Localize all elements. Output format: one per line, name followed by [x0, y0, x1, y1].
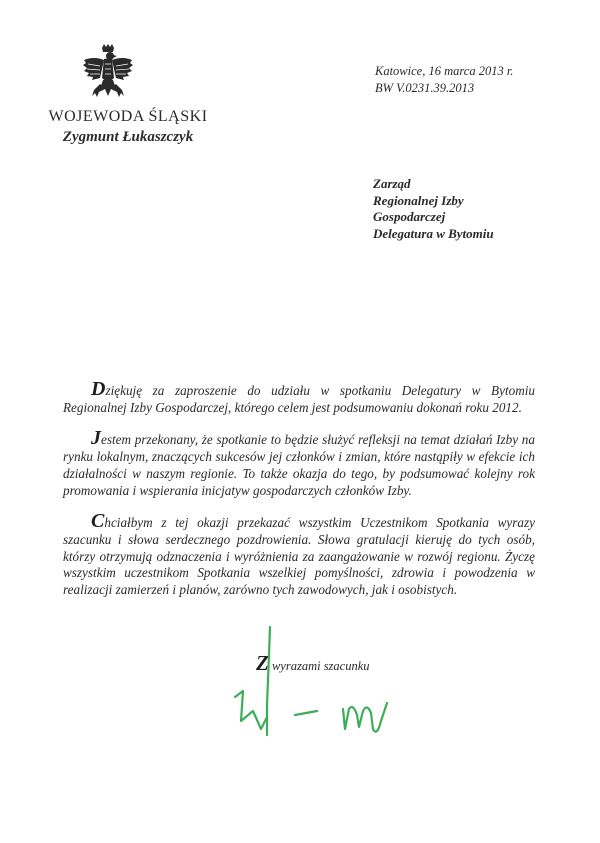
paragraph-text: estem przekonany, że spotkanie to będzie służyć refleksji na temat działań Izby na rynku lokalnym, znaczących sukcesów jej członków i zmian, które nastąpiły w efekcie ich działalności w naszym regionie. To także okazja do tego, by podsumować kolejny rok promowania i wspierania inicjatyw gospodarczych członków Izby. [63, 432, 535, 498]
paragraph-text: hciałbym z tej okazji przekazać wszystkim Uczestnikom Spotkania wyrazy szacunku i słowa serdecznego pozdrowienia. Słowa gratulacji kieruję do tych osób, którzy otrzymują odznaczenia i wyróżnienia za zaangażowanie w rozwój regionu. Życzę wszystkim uczestnikom Spotkania wszelkiej pomyślności, zdrowia i powodzenia w realizacji zamierzeń i planów, zarówno tych zawodowych, jak i osobistych. [63, 515, 535, 598]
body-paragraph [63, 427, 535, 499]
body-paragraph [63, 378, 535, 416]
body-paragraph [63, 510, 535, 599]
recipient-address [373, 176, 494, 242]
paragraph-initial: C [91, 510, 105, 533]
recipient-line: Delegatura w Bytomiu [373, 225, 494, 241]
recipient-line: Zarząd [373, 176, 411, 191]
reference-number: BW V.0231.39.2013 [375, 81, 475, 95]
letter-meta [375, 63, 513, 97]
issuer-title: WOJEWODA ŚLĄSKI [48, 108, 208, 125]
polish-eagle-emblem-icon [80, 44, 136, 110]
letter-body [63, 378, 535, 613]
paragraph-initial: J [91, 427, 101, 450]
closing-text: wyrazami szacunku [268, 659, 370, 673]
place-date: Katowice, 16 marca 2013 r. [375, 64, 514, 78]
handwritten-signature [225, 625, 415, 755]
paragraph-initial: D [91, 378, 106, 400]
closing-initial: Z [256, 651, 269, 675]
recipient-line: Regionalnej Izby [373, 192, 464, 208]
paragraph-text: ziękuję za zaproszenie do udziału w spotkaniu Delegatury w Bytomiu Regionalnej Izby Gospodarczej, którego celem jest podsumowaniu dokonań roku 2012. [63, 383, 535, 415]
recipient-line: Gospodarczej [373, 209, 446, 224]
issuer-name: Zygmunt Łukaszczyk [62, 129, 194, 145]
